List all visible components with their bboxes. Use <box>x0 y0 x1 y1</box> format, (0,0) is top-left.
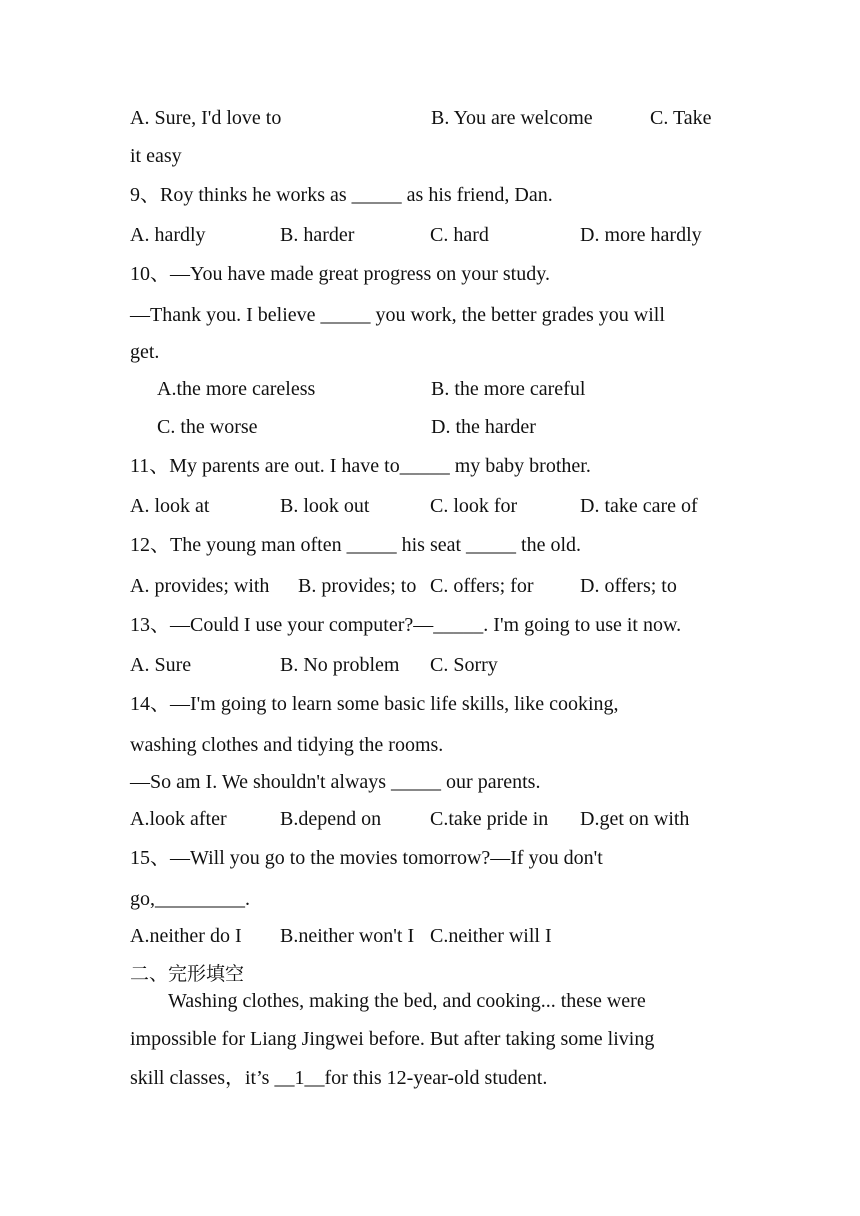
q10-stem: 10、—You have made great progress on your study. <box>130 263 550 285</box>
q14-option-b: B.depend on <box>280 808 382 830</box>
q15-option-a: A.neither do I <box>130 925 242 947</box>
q9-option-b: B. harder <box>280 224 355 246</box>
q8-option-b: B. You are welcome <box>431 107 593 129</box>
q14-option-d: D.get on with <box>580 808 690 830</box>
q13-option-a: A. Sure <box>130 654 192 676</box>
q13-option-b: B. No problem <box>280 654 400 676</box>
q11-stem: 11、My parents are out. I have to_____ my baby brother. <box>130 455 591 477</box>
q11-option-c: C. look for <box>430 495 518 517</box>
q9-option-c: C. hard <box>430 224 489 246</box>
q14-stem-line2: washing clothes and tidying the rooms. <box>130 734 444 756</box>
q8-option-c: C. Take <box>650 107 712 129</box>
q12-stem: 12、The young man often _____ his seat _____ the old. <box>130 534 582 556</box>
q9-option-a: A. hardly <box>130 224 206 246</box>
q12-option-a: A. provides; with <box>130 575 270 597</box>
q13-option-c: C. Sorry <box>430 654 498 676</box>
passage-line1: Washing clothes, making the bed, and cooking... these were <box>168 990 646 1012</box>
q15-stem-line2: go,_________. <box>130 888 250 910</box>
q15-option-b: B.neither won't I <box>280 925 415 947</box>
q10-reply-line1: —Thank you. I believe _____ you work, the better grades you will <box>130 304 665 326</box>
q12-option-d: D. offers; to <box>580 575 677 597</box>
q8-option-c-continued: it easy <box>130 145 182 167</box>
q11-option-a: A. look at <box>130 495 210 517</box>
q10-option-b: B. the more careful <box>431 378 586 400</box>
cloze-blank-1: __1__ <box>274 1067 325 1089</box>
passage-line2: impossible for Liang Jingwei before. But after taking some living <box>130 1028 655 1050</box>
passage-line3-before: skill classes，it’s <box>130 1067 275 1089</box>
q12-option-b: B. provides; to <box>298 575 417 597</box>
q10-option-d: D. the harder <box>431 416 536 438</box>
q11-option-b: B. look out <box>280 495 370 517</box>
q13-stem: 13、—Could I use your computer?—_____. I'm going to use it now. <box>130 614 682 636</box>
q15-option-c: C.neither will I <box>430 925 552 947</box>
q14-option-c: C.take pride in <box>430 808 549 830</box>
q12-option-c: C. offers; for <box>430 575 534 597</box>
q14-stem-line1: 14、—I'm going to learn some basic life skills, like cooking, <box>130 693 619 715</box>
q14-reply: —So am I. We shouldn't always _____ our parents. <box>130 771 541 793</box>
section2-heading: 二、完形填空 <box>130 963 245 985</box>
q10-reply-line2: get. <box>130 341 160 363</box>
q10-option-c: C. the worse <box>157 416 258 438</box>
q14-option-a: A.look after <box>130 808 227 830</box>
q9-stem: 9、Roy thinks he works as _____ as his friend, Dan. <box>130 184 553 206</box>
q8-option-a: A. Sure, I'd love to <box>130 107 282 129</box>
q9-option-d: D. more hardly <box>580 224 702 246</box>
passage-line3-after: for this 12-year-old student. <box>324 1067 548 1089</box>
q10-option-a: A.the more careless <box>157 378 316 400</box>
q15-stem-line1: 15、—Will you go to the movies tomorrow?—If you don't <box>130 847 603 869</box>
q11-option-d: D. take care of <box>580 495 698 517</box>
passage-line3 <box>130 1066 547 1090</box>
